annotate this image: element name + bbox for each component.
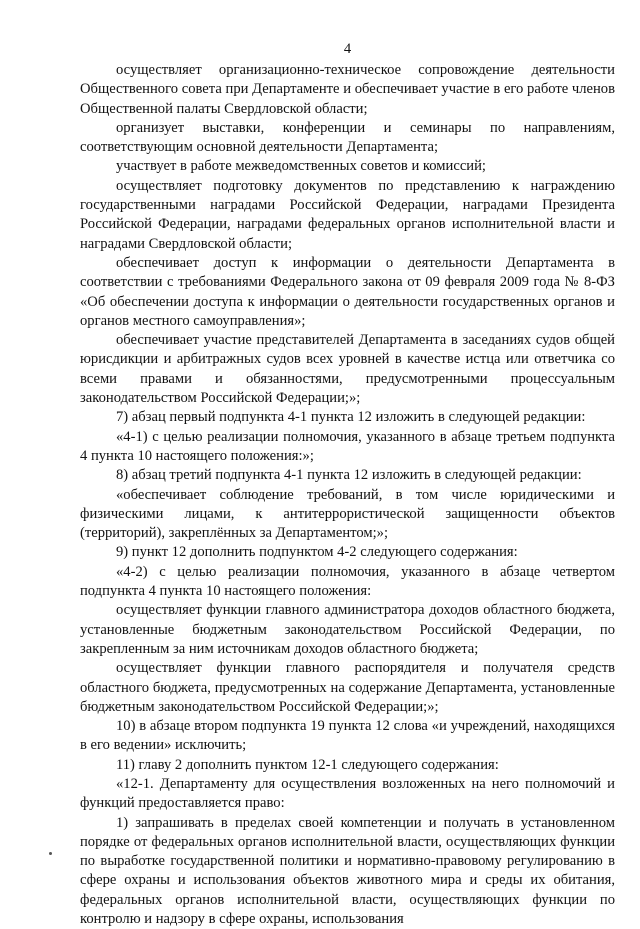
document-body xyxy=(80,61,615,929)
paragraph: «4-2) с целью реализации полномочия, указанного в абзаце четвертом подпункта 4 пункта 10 настоящего положения: xyxy=(80,563,615,600)
paragraph: осуществляет функции главного администратора доходов областного бюджета, установленные бюджетным законодательством Российской Федерации, по закрепленным за ним источникам доходов областного бюджета; xyxy=(80,602,615,657)
paragraph: 11) главу 2 дополнить пунктом 12-1 следующего содержания: xyxy=(116,756,499,773)
paragraph: обеспечивает доступ к информации о деятельности Департамента в соответствии с требованиями Федерального закона от 09 февраля 2009 года № 8-ФЗ «Об обеспечении доступа к информации о деятельности государственных органов и органов местного самоуправления»; xyxy=(80,254,615,329)
paragraph: осуществляет функции главного распорядителя и получателя средств областного бюджета, предусмотренных на содержание Департамента, установленные бюджетным законодательством Российской Федерации;»; xyxy=(80,660,615,715)
paragraph: «4-1) с целью реализации полномочия, указанного в абзаце третьем подпункта 4 пункта 10 настоящего положения:»; xyxy=(80,428,615,464)
paragraph: 9) пункт 12 дополнить подпунктом 4-2 следующего содержания: xyxy=(116,544,518,561)
paragraph: 7) абзац первый подпункта 4-1 пункта 12 изложить в следующей редакции: xyxy=(116,409,586,426)
paragraph: 1) запрашивать в пределах своей компетенции и получать в установленном порядке от федеральных органов исполнительной власти, осуществляющих функции по выработке государственной политики и нормативно-правовому регулированию в сфере охраны и использования объектов животного мира и среды их обитания, федеральных органов исполнительной власти, осуществляющих функции по контролю и надзору в сфере охраны, использования xyxy=(80,814,615,928)
page-number: 4 xyxy=(343,41,352,57)
paragraph: 8) абзац третий подпункта 4-1 пункта 12 изложить в следующей редакции: xyxy=(116,467,582,484)
paragraph: участвует в работе межведомственных советов и комиссий; xyxy=(116,158,486,175)
paragraph: обеспечивает участие представителей Департамента в заседаниях судов общей юрисдикции и арбитражных судов всех уровней в качестве истца или ответчика со всеми правами и обязанностями, предусмотренными процессуальным законодательством Российской Федерации;»; xyxy=(80,332,615,407)
paragraph: «обеспечивает соблюдение требований, в том числе юридическими и физическими лицами, к антитеррористической защищенности объектов (территорий), закреплённых за Департаментом;»; xyxy=(80,486,615,542)
paragraph: «12-1. Департаменту для осуществления возложенных на него полномочий и функций предоставляется право: xyxy=(80,775,615,812)
paragraph: осуществляет подготовку документов по представлению к награждению государственными наградами Российской Федерации, наградами Президента Российской Федерации, наградами федеральных органов исполнительной власти и наградами Свердловской области; xyxy=(80,177,615,252)
paragraph: организует выставки, конференции и семинары по направлениям, соответствующим основной деятельности Департамента; xyxy=(80,119,615,156)
paragraph: 10) в абзаце втором подпункта 19 пункта 12 слова «и учреждений, находящихся в его ведении» исключить; xyxy=(80,718,615,754)
paragraph: осуществляет организационно-техническое сопровождение деятельности Общественного совета при Департаменте и обеспечивает участие в его работе членов Общественной палаты Свердловской области; xyxy=(80,62,615,117)
scan-speck xyxy=(49,852,52,855)
